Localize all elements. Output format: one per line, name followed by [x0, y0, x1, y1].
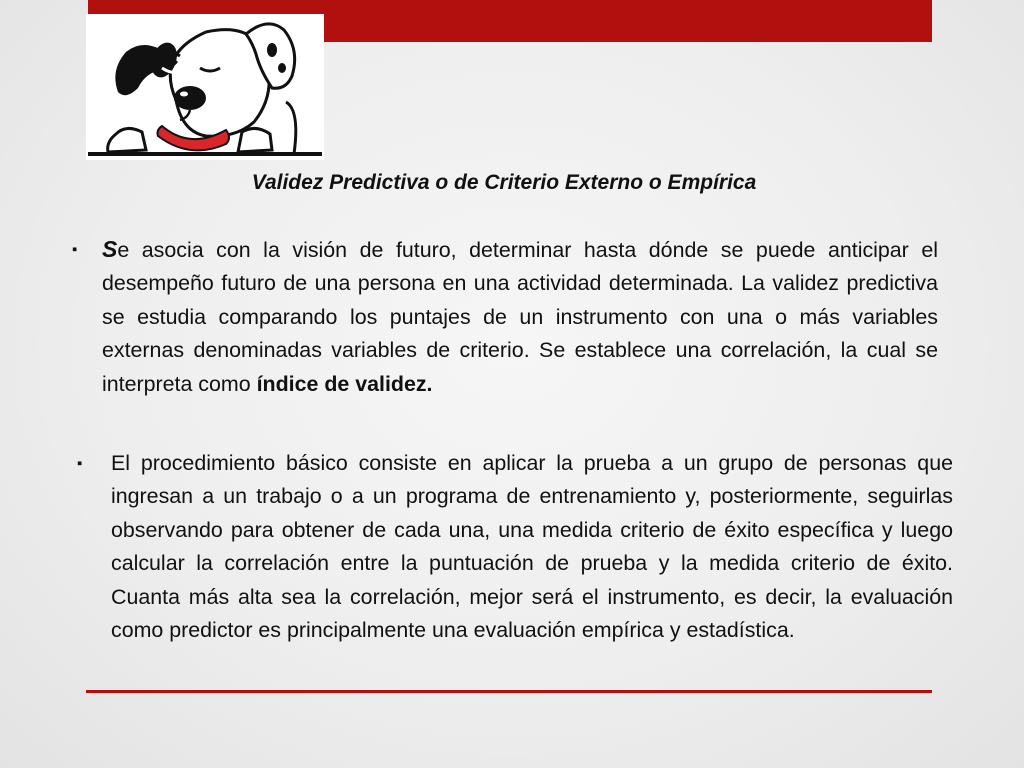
dalmatian-puppy-icon — [86, 14, 324, 160]
bottom-accent-line — [86, 690, 932, 693]
paragraph-1-first-letter: S — [102, 236, 118, 262]
bullet-marker: ▪ — [72, 241, 78, 258]
logo — [86, 14, 324, 160]
paragraph-1 — [72, 233, 938, 401]
paragraph-1-bold-text: índice de validez. — [256, 371, 433, 396]
bullet-marker: ▪ — [77, 455, 83, 472]
paragraph-2-text: El procedimiento básico consiste en aplicar la prueba a un grupo de personas que ingresan a un trabajo o a un programa de entrenamiento y, posteriormente, seguirlas observando para obtener de cada una, una medida criterio de éxito específica y luego calcular la correlación entre la puntuación de prueba y la medida criterio de éxito. Cuanta más alta sea la correlación, mejor será el instrumento, es decir, la evaluación como predictor es principalmente una evaluación empírica y estadística. — [111, 451, 953, 643]
paragraph-1-text: e asocia con la visión de futuro, determinar hasta dónde se puede anticipar el desempeño futuro de una persona en una actividad determinada. La validez predictiva se estudia comparando los puntajes de un instrumento con una o más variables externas denominadas variables de criterio. Se establece una correlación, la cual se interpreta como — [102, 238, 938, 396]
paragraph-2 — [77, 447, 953, 647]
slide-title: Validez Predictiva o de Criterio Externo o Empírica — [251, 171, 757, 194]
